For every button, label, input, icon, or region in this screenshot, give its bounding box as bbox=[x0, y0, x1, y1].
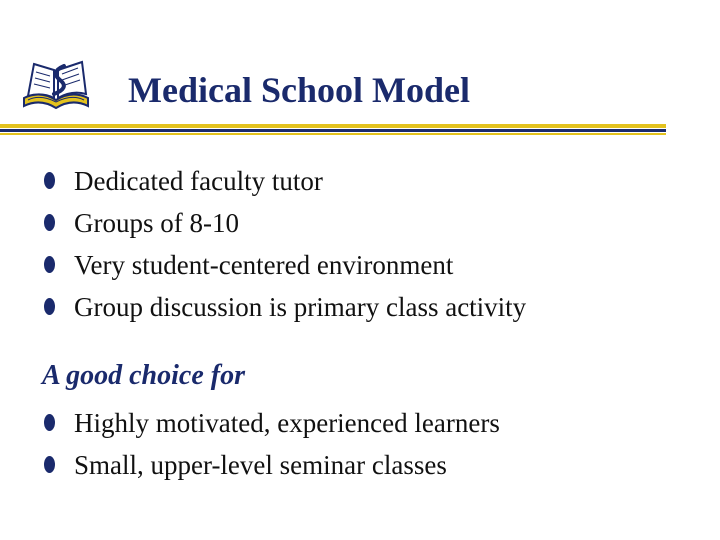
list-item-text: Groups of 8-10 bbox=[74, 208, 239, 238]
bullet-icon bbox=[44, 214, 55, 231]
list-item bbox=[44, 286, 526, 328]
list-item bbox=[44, 160, 526, 202]
list-item-text: Small, upper-level seminar classes bbox=[74, 450, 447, 480]
bullet-icon bbox=[44, 414, 55, 431]
bullet-icon bbox=[44, 172, 55, 189]
bullet-icon bbox=[44, 298, 55, 315]
open-book-icon bbox=[20, 56, 92, 114]
list-item-text: Dedicated faculty tutor bbox=[74, 166, 323, 196]
subheading: A good choice for bbox=[42, 360, 245, 391]
bullet-icon bbox=[44, 456, 55, 473]
bullet-list bbox=[44, 160, 526, 328]
list-item-text: Highly motivated, experienced learners bbox=[74, 408, 500, 438]
title-divider-gold-bottom bbox=[0, 133, 666, 135]
list-item-text: Group discussion is primary class activity bbox=[74, 292, 527, 322]
title-divider-gold-top bbox=[0, 124, 666, 128]
page-title: Medical School Model bbox=[128, 70, 470, 110]
bullet-icon bbox=[44, 256, 55, 273]
title-divider-navy bbox=[0, 129, 666, 132]
sub-bullet-list bbox=[44, 402, 500, 486]
list-item-text: Very student-centered environment bbox=[74, 250, 454, 280]
list-item bbox=[44, 402, 500, 444]
list-item bbox=[44, 244, 526, 286]
list-item bbox=[44, 444, 500, 486]
list-item bbox=[44, 202, 526, 244]
